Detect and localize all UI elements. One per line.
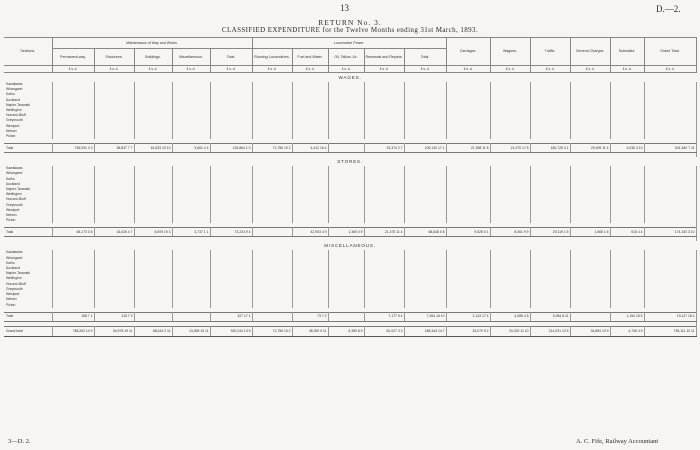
total-cell: 16,026 4 7 [94, 228, 134, 237]
total-cell: 115 7 9 [94, 312, 134, 321]
total-cell: 7,264 16 10 [404, 312, 446, 321]
section-name: Kawakawa [4, 166, 52, 171]
grand-total-cell: 735,111 10 11 [644, 326, 696, 336]
total-cell: 7,177 9 4 [364, 312, 404, 321]
section-name: Westport [4, 292, 52, 297]
total-cell: 48,173 3 5 [52, 228, 94, 237]
section-name: Picton [4, 134, 52, 139]
section-heading: WAGES. [338, 74, 362, 80]
currency-unit: £ s. d. [94, 66, 134, 73]
col-buildings: Buildings. [134, 49, 172, 66]
section-heading: MISCELLANEOUS. [324, 243, 376, 249]
section-heading-row [4, 157, 696, 166]
section-name: Picton [4, 303, 52, 308]
col-miscellaneous: Miscellaneous. [172, 49, 210, 66]
total-cell: 1,154 15 5 [610, 312, 644, 321]
total-cell: 68,848 0 8 [404, 228, 446, 237]
total-cell: 158 7 1 [52, 312, 94, 321]
grand-total-cell: 33,320 11 10 [490, 326, 530, 336]
currency-unit: £ s. d. [610, 66, 644, 73]
total-cell: 3,036 3 10 [610, 144, 644, 153]
section-name: Auckland [4, 182, 52, 187]
total-cell: 174,153 3 10 [644, 228, 696, 237]
total-label: Total [4, 144, 52, 153]
section-name: Napier-Taranaki [4, 187, 52, 192]
grand-total-cell: 5,389 8 9 [328, 326, 364, 336]
section-name: Whangarei [4, 87, 52, 92]
total-row [4, 312, 696, 321]
total-cell: 126,864 1 0 [210, 144, 252, 153]
currency-unit: £ s. d. [446, 66, 490, 73]
col-permanent-way: Permanent-way. [52, 49, 94, 66]
total-cell: 33,374 2 7 [364, 144, 404, 153]
total-cell: 6,009 19 3 [134, 228, 172, 237]
section-name: Kaihu [4, 92, 52, 97]
section-name: Wellington [4, 192, 52, 197]
col-fuel-water: Fuel and Water. [292, 49, 328, 66]
currency-unit: £ s. d. [490, 66, 530, 73]
total-cell: 3,737 1 1 [172, 228, 210, 237]
grand-total-label: Grand total [4, 326, 52, 336]
grand-total-cell: 54,978 19 11 [94, 326, 134, 336]
total-cell: 736,931 4 3 [52, 144, 94, 153]
grand-total-cell: 185,343 14 7 [404, 326, 446, 336]
grand-total-cell: 48,392 9 11 [292, 326, 328, 336]
currency-unit: £ s. d. [252, 66, 292, 73]
section-name: Hurunui-Bluff [4, 113, 52, 118]
total-cell: 8,061 9 9 [490, 228, 530, 237]
col-locomotive-total: Total. [404, 49, 446, 66]
section-name: Greymouth [4, 287, 52, 292]
total-cell: 515 4 4 [610, 228, 644, 237]
total-cell: 2,143 17 4 [446, 312, 490, 321]
currency-unit: £ s. d. [52, 66, 94, 73]
col-general-charges: General Charges. [570, 38, 610, 66]
total-cell: 29,119 1 5 [530, 228, 570, 237]
currency-unit: £ s. d. [404, 66, 446, 73]
section-heading-row [4, 241, 696, 250]
return-title: RETURN No. 3. [318, 18, 382, 27]
total-cell: 541,840 7 11 [644, 144, 696, 153]
col-structures: Structures. [94, 49, 134, 66]
total-cell: 73 7 2 [292, 312, 328, 321]
total-cell: 180,728 3 1 [530, 144, 570, 153]
section-name: Greymouth [4, 118, 52, 123]
section-name: Westport [4, 124, 52, 129]
total-label: Total [4, 312, 52, 321]
grand-total-cell: 33,070 9 2 [446, 326, 490, 336]
col-maintenance-total: Total. [210, 49, 252, 66]
grand-total-cell: 68,044 2 11 [134, 326, 172, 336]
total-cell [172, 312, 210, 321]
grand-total-cell: 62,027 3 3 [364, 326, 404, 336]
total-cell: 109,130 17 1 [404, 144, 446, 153]
total-cell [570, 312, 610, 321]
total-cell: 42,903 4 9 [292, 228, 328, 237]
total-cell: 19,117 18 4 [644, 312, 696, 321]
section-name: Wellington [4, 108, 52, 113]
section-name: Greymouth [4, 203, 52, 208]
grand-total-cell: 785,262 14 9 [52, 326, 94, 336]
total-row [4, 144, 696, 153]
col-oil-tallow: Oil, Tallow, &c. [328, 49, 364, 66]
section-name: Wellington [4, 276, 52, 281]
total-cell: 1,565 1 6 [570, 228, 610, 237]
currency-unit: £ s. d. [134, 66, 172, 73]
total-cell: 21,475 11 4 [364, 228, 404, 237]
total-cell: 1,369 0 9 [328, 228, 364, 237]
section-name: Auckland [4, 266, 52, 271]
total-label: Total [4, 228, 52, 237]
section-name: Whangarei [4, 171, 52, 176]
total-cell: 21,398 11 8 [446, 144, 490, 153]
page-number: 13 [340, 3, 349, 13]
grand-total-row [4, 326, 696, 336]
section-name: Whangarei [4, 256, 52, 261]
total-row [4, 228, 696, 237]
total-cell: 9,528 0 1 [446, 228, 490, 237]
section-name: Kawakawa [4, 250, 52, 255]
section-name: Kawakawa [4, 82, 52, 87]
footer-signature: A. C. Fife, Railway Accountant [576, 438, 659, 445]
section-name: Napier-Taranaki [4, 271, 52, 276]
col-carriages: Carriages. [446, 38, 490, 66]
group-locomotive: Locomotive Power. [252, 38, 446, 49]
currency-unit: £ s. d. [364, 66, 404, 73]
total-cell [252, 228, 292, 237]
table-body [4, 73, 696, 337]
col-traffic: Traffic. [530, 38, 570, 66]
grand-total-cell: 13,398 15 11 [172, 326, 210, 336]
currency-unit: £ s. d. [644, 66, 696, 73]
section-name: Napier-Taranaki [4, 103, 52, 108]
currency-unit: £ s. d. [172, 66, 210, 73]
currency-row [4, 66, 696, 73]
col-running-locomotives: Running Locomotives. [252, 49, 292, 66]
col-wagons: Wagons. [490, 38, 530, 66]
col-renewals-repairs: Renewals and Repairs. [364, 49, 404, 66]
total-cell [328, 312, 364, 321]
col-subsidies: Subsidies. [610, 38, 644, 66]
section-name: Hurunui-Bluff [4, 197, 52, 202]
section-heading-row [4, 73, 696, 83]
classification-heading: CLASSIFIED EXPENDITURE for the Twelve Months ending 31st March, 1893. [221, 26, 479, 34]
currency-unit: £ s. d. [292, 66, 328, 73]
section-name: Hurunui-Bluff [4, 282, 52, 287]
section-name: Westport [4, 208, 52, 213]
group-maintenance: Maintenance of Way and Works. [52, 38, 252, 49]
col-grand-total: Grand Total. [644, 38, 696, 66]
grand-total-cell: 71,756 10 2 [252, 326, 292, 336]
total-cell: 38,837 7 7 [94, 144, 134, 153]
section-name: Picton [4, 218, 52, 223]
grand-total-cell: 214,931 13 5 [530, 326, 570, 336]
grand-total-cell: 4,736 4 9 [610, 326, 644, 336]
section-name: Nelson [4, 129, 52, 134]
section-name: Nelson [4, 213, 52, 218]
section-name: Kaihu [4, 177, 52, 182]
document-reference: D.—2. [656, 4, 681, 14]
currency-unit: £ s. d. [210, 66, 252, 73]
total-cell: 71,756 10 2 [252, 144, 292, 153]
total-cell [134, 312, 172, 321]
section-name: Auckland [4, 98, 52, 103]
total-cell [328, 144, 364, 153]
col-sections: Sections. [4, 38, 52, 66]
total-cell [252, 312, 292, 321]
currency-unit: £ s. d. [570, 66, 610, 73]
currency-unit: £ s. d. [530, 66, 570, 73]
expenditure-table [4, 37, 697, 337]
section-name: Nelson [4, 297, 52, 302]
total-cell: 9,661 4 4 [172, 144, 210, 153]
total-cell: 61,633 19 10 [134, 144, 172, 153]
section-heading: STORES. [337, 159, 363, 165]
total-cell: 4,412 16 4 [292, 144, 328, 153]
total-cell: 327 17 1 [210, 312, 252, 321]
total-cell: 5,084 8 11 [530, 312, 570, 321]
total-cell: 21,470 17 8 [490, 144, 530, 153]
total-cell: 25,499 11 4 [570, 144, 610, 153]
grand-total-cell: 920,244 13 5 [210, 326, 252, 336]
section-name: Kaihu [4, 261, 52, 266]
currency-blank [4, 66, 52, 73]
grand-total-cell: 34,894 13 9 [570, 326, 610, 336]
total-cell: 4,088 4 5 [490, 312, 530, 321]
footer-sheet-ref: 3—D. 2. [8, 438, 31, 445]
total-cell: 73,224 9 4 [210, 228, 252, 237]
currency-unit: £ s. d. [328, 66, 364, 73]
